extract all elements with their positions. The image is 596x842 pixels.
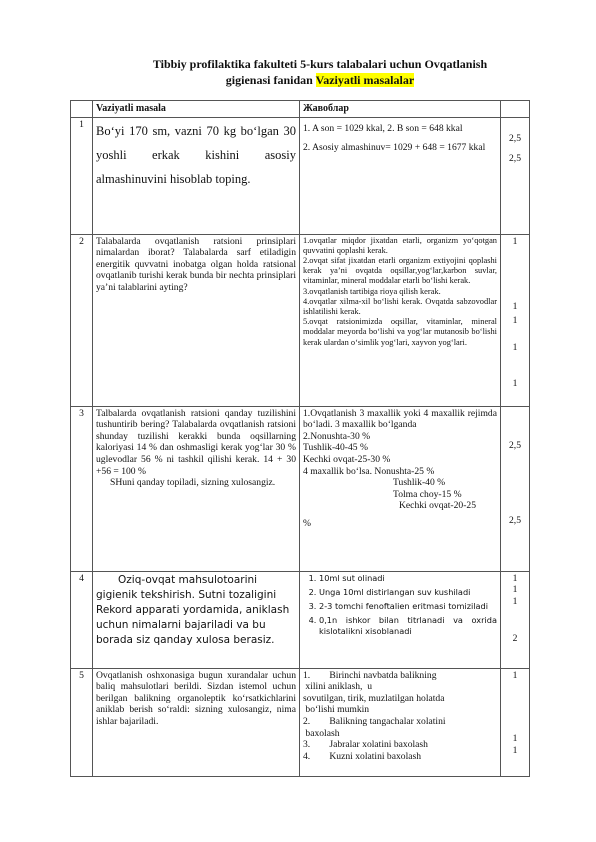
score-value: 1 xyxy=(512,377,518,389)
table-row xyxy=(71,117,530,234)
answer-line: baxolash xyxy=(303,727,340,739)
answer-line: 2. Balikning tangachalar xolatini xyxy=(303,715,446,727)
score-cell xyxy=(501,117,530,234)
answer-line: Tolma choy-15 % xyxy=(393,488,462,500)
task-cell xyxy=(93,117,300,234)
answer-line: sovutilgan, tirik, muzlatilgan holatda xyxy=(303,692,445,704)
table-row xyxy=(71,668,530,776)
answer-list xyxy=(303,573,497,637)
answer-line: 1. A son = 1029 kkal, 2. B son = 648 kkal xyxy=(303,122,463,134)
score-cell xyxy=(501,571,530,668)
answer-cell xyxy=(300,668,501,776)
answer-line: 1.ovqatlar miqdor jixatdan etarli, organizm yo‘qotgan quvvatini qoplashi kerak. xyxy=(303,235,497,255)
answer-item: 2. Unga 10ml distirlangan suv kushiladi xyxy=(319,587,497,598)
score-value: 2,5 xyxy=(509,439,521,451)
task-text: Ovqatlanish oshxonasiga bugun xurandalar uchun baliq mahsulotlari berildi. Sizdan istemol uchun berilgan balikning organoleptik ko‘rsatkichlarini aniklab berish so‘raldi: sizning xulosangiz, nima ishlar bajariladi. xyxy=(96,669,296,727)
header-answers: Жавоблар xyxy=(300,101,501,118)
score-cell xyxy=(501,668,530,776)
task-cell xyxy=(93,571,300,668)
score-value: 2,5 xyxy=(509,153,521,165)
score-value: 2 xyxy=(512,633,518,645)
answer-line: % xyxy=(303,517,311,529)
answer-line: 4 maxallik bo‘lsa. Nonushta-25 % xyxy=(303,465,435,477)
task-cell xyxy=(93,406,300,571)
table-row xyxy=(71,571,530,668)
task-text: SHuni qanday topiladi, sizning xulosangiz. xyxy=(110,477,276,489)
answer-item: 4. 0,1n ishkor bilan titrlanadi va oxrida kislotalikni xisoblanadi xyxy=(319,615,497,637)
score-cell xyxy=(501,234,530,406)
situational-tasks-table xyxy=(70,100,530,777)
task-text: Oziq-ovqat mahsulotoarini gigienik tekshirish. Sutni tozaligini Rekord apparati yordamida, aniklash uchun nimalarni bajariladi va bu borada siz qanday xulosa berasiz. xyxy=(96,573,290,646)
answer-line: Tushlik-40 % xyxy=(393,477,446,489)
row-number: 2 xyxy=(71,234,93,406)
answer-line: bo‘lishi mumkin xyxy=(303,704,370,716)
page-title xyxy=(120,56,520,88)
row-number: 4 xyxy=(71,571,93,668)
score-value: 1 xyxy=(512,744,518,756)
score-value: 2,5 xyxy=(509,132,521,144)
score-value: 1 xyxy=(512,584,518,596)
answer-item: 3. 2-3 tomchi fenoftalien eritmasi tomiziladi xyxy=(319,601,497,612)
answer-line: 5.ovqat ratsionimizda oqsillar, vitaminlar, mineral moddalar meyorda bo‘lishi va yog‘lar mutanosib bo‘lishi kerak ulardan o‘simlik yog‘lari, xayvon yog‘lari. xyxy=(303,317,497,347)
task-text: Talbalarda ovqatlanish ratsioni qanday tuzilishini tushuntirib bering? Talabalarda ovqatlanish ratsioni shunday tuzilishi kerakki bunda oqsillarning kaloriyasi 14 % dan oshmasligi kerak yog‘lar 30 % uglevodlar 56 % ni tashkil qilishi kerak. 14 + 30 +56 = 100 % xyxy=(96,407,296,477)
table-row xyxy=(71,234,530,406)
task-text: Talabalarda ovqatlanish ratsioni prinsiplari nimalardan iborat? Talabalarda sarf etiladigin energitik quvvatni inobatga olgan holda ratsional ovqatlanib turishi kerak bunda bir nechta prinsiplari ya’ni talablarini ayting? xyxy=(96,235,296,293)
answer-line: 1.Ovqatlanish 3 maxallik yoki 4 maxallik rejimda bo‘ladi. 3 maxallik bo‘lganda xyxy=(303,407,497,431)
score-value: 1 xyxy=(512,314,518,326)
answer-cell xyxy=(300,234,501,406)
answer-line: 4. Kuzni xolatini baxolash xyxy=(303,750,422,762)
row-number: 3 xyxy=(71,406,93,571)
title-line-1: Tibbiy profilaktika fakulteti 5-kurs talabalari uchun Ovqatlanish xyxy=(152,57,488,71)
task-cell xyxy=(93,234,300,406)
answer-line: 2.ovqat sifat jixatdan etarli organizm extiyojini qoplashi kerak ya’ni ovqatda oqsillar,yog‘lar,karbon suvlar, vitaminlar, mineral moddalar etarli bo‘lishi kerak. xyxy=(303,256,497,286)
answer-line: 3. Jabralar xolatini baxolash xyxy=(303,739,428,751)
score-value: 1 xyxy=(512,595,518,607)
score-value: 1 xyxy=(512,572,518,584)
score-cell xyxy=(501,406,530,571)
answer-cell xyxy=(300,571,501,668)
header-score xyxy=(501,101,530,118)
table-header-row xyxy=(71,101,530,118)
score-value: 1 xyxy=(512,733,518,745)
score-value: 2,5 xyxy=(509,515,521,527)
answer-line: Tushlik-40-45 % xyxy=(303,442,368,454)
table-row xyxy=(71,406,530,571)
header-task: Vaziyatli masala xyxy=(93,101,300,118)
answer-line: 2. Asosiy almashinuv= 1029 + 648 = 1677 kkal xyxy=(303,141,486,153)
answer-line: Kechki ovqat-25-30 % xyxy=(303,453,391,465)
title-highlight: Vaziyatli masalalar xyxy=(315,73,415,87)
score-value: 1 xyxy=(512,235,518,247)
answer-line: xilini aniklash, u xyxy=(303,681,373,693)
title-line-2: gigienasi fanidan Vaziyatli masalalar xyxy=(225,73,415,87)
answer-cell xyxy=(300,406,501,571)
answer-line: Kechki ovqat-20-25 xyxy=(399,500,476,512)
task-cell xyxy=(93,668,300,776)
answer-line: 4.ovqatlar xilma-xil bo‘lishi kerak. Ovqatda sabzovodlar ishlatilishi kerak. xyxy=(303,296,497,317)
answer-item: 1. 10ml sut olinadi xyxy=(319,573,497,584)
row-number: 5 xyxy=(71,668,93,776)
answer-line: 2.Nonushta-30 % xyxy=(303,430,371,442)
score-value: 1 xyxy=(512,342,518,354)
answer-line: 1. Birinchi navbatda balikning xyxy=(303,669,437,681)
score-value: 1 xyxy=(512,301,518,313)
row-number: 1 xyxy=(71,117,93,234)
score-value: 1 xyxy=(512,669,518,681)
answer-cell xyxy=(300,117,501,234)
answer-line: 3.ovqatlanish tartibiga rioya qilish kerak. xyxy=(303,286,441,296)
header-num xyxy=(71,101,93,118)
task-text: Bo‘yi 170 sm, vazni 70 kg bo‘lgan 30 yoshli erkak kishini asosiy almashinuvini hisoblab toping. xyxy=(96,123,296,186)
